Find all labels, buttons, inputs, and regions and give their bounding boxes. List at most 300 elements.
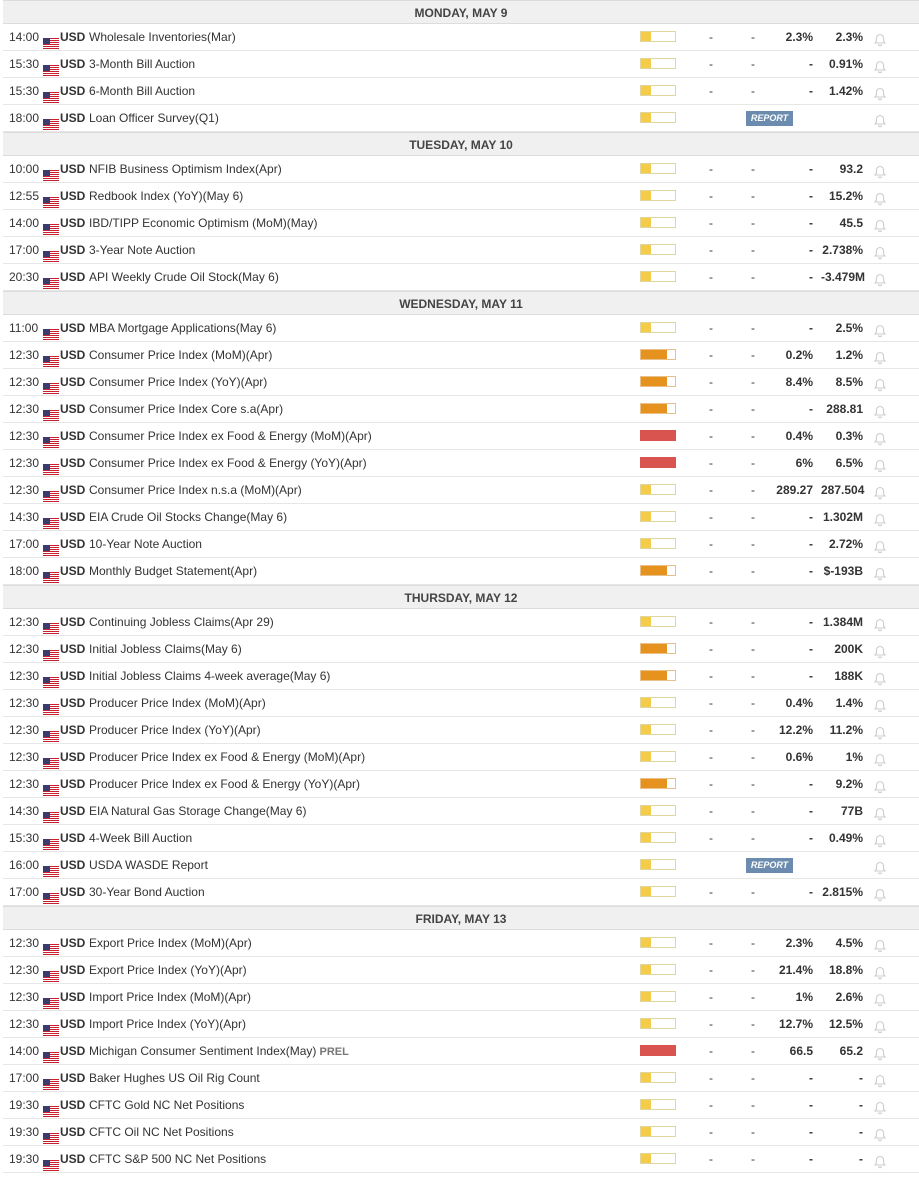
event-time: 19:30 — [9, 1152, 40, 1166]
event-row[interactable] — [3, 531, 919, 558]
forecast-value: - — [709, 537, 713, 551]
previous-value: 12.5% — [828, 1017, 863, 1031]
event-row[interactable] — [3, 609, 919, 636]
previous-value: 9.2% — [835, 777, 863, 791]
event-name[interactable] — [89, 1119, 234, 1145]
day-header: WEDNESDAY, MAY 11 — [3, 291, 919, 315]
event-currency: USD — [60, 696, 86, 710]
us-flag-icon — [43, 938, 59, 949]
event-currency: USD — [60, 777, 86, 791]
period-value: - — [751, 1044, 755, 1058]
event-name[interactable] — [89, 558, 257, 584]
event-row[interactable] — [3, 717, 919, 744]
event-currency: USD — [60, 1098, 86, 1112]
impact-fill — [641, 1154, 651, 1163]
event-row[interactable] — [3, 930, 919, 957]
event-row[interactable] — [3, 369, 919, 396]
event-name[interactable] — [89, 504, 287, 530]
bell-icon[interactable] — [873, 1152, 887, 1166]
previous-value: - — [859, 1071, 863, 1085]
forecast-value: - — [709, 669, 713, 683]
forecast-value: - — [709, 510, 713, 524]
us-flag-icon — [43, 323, 59, 334]
event-name[interactable] — [89, 636, 242, 662]
period-value: - — [751, 57, 755, 71]
event-time: 17:00 — [9, 885, 40, 899]
bell-icon[interactable] — [873, 243, 887, 257]
impact-fill — [641, 644, 667, 653]
forecast-value: - — [709, 189, 713, 203]
forecast-value: - — [709, 777, 713, 791]
event-name[interactable] — [89, 78, 195, 104]
event-time: 12:30 — [9, 990, 40, 1004]
event-row[interactable] — [3, 237, 919, 264]
event-row[interactable] — [3, 1065, 919, 1092]
period-value: - — [751, 885, 755, 899]
event-name[interactable] — [89, 264, 279, 290]
report-button[interactable]: REPORT — [746, 858, 793, 873]
event-name[interactable] — [89, 798, 306, 824]
forecast-value: - — [709, 84, 713, 98]
event-row[interactable] — [3, 663, 919, 690]
bell-icon[interactable] — [873, 1125, 887, 1139]
event-row[interactable] — [3, 183, 919, 210]
us-flag-icon — [43, 833, 59, 844]
event-name[interactable] — [89, 450, 367, 476]
event-row[interactable] — [3, 78, 919, 105]
event-row[interactable] — [3, 51, 919, 78]
impact-fill — [641, 806, 651, 815]
impact-indicator — [640, 163, 676, 174]
event-row[interactable] — [3, 1119, 919, 1146]
previous-value: 4.5% — [835, 936, 863, 950]
event-row[interactable] — [3, 798, 919, 825]
impact-fill — [641, 86, 651, 95]
actual-value: - — [809, 270, 813, 284]
bell-icon[interactable] — [873, 990, 887, 1004]
forecast-value: - — [709, 270, 713, 284]
bell-icon[interactable] — [873, 615, 887, 629]
event-currency: USD — [60, 321, 86, 335]
event-name[interactable] — [89, 156, 282, 182]
event-name-text: Redbook Index (YoY)(May 6) — [89, 189, 244, 203]
actual-value: 66.5 — [789, 1044, 813, 1058]
bell-icon[interactable] — [873, 885, 887, 899]
event-row[interactable] — [3, 1038, 919, 1065]
event-name[interactable] — [89, 1038, 349, 1064]
event-name-text: EIA Crude Oil Stocks Change(May 6) — [89, 510, 288, 524]
us-flag-icon — [43, 566, 59, 577]
bell-icon[interactable] — [873, 162, 887, 176]
bell-icon[interactable] — [873, 750, 887, 764]
bell-icon[interactable] — [873, 696, 887, 710]
forecast-value: - — [709, 1098, 713, 1112]
bell-icon[interactable] — [873, 402, 887, 416]
us-flag-icon — [43, 272, 59, 283]
event-name[interactable] — [89, 690, 266, 716]
previous-value: 1.302M — [822, 510, 863, 524]
impact-indicator — [640, 964, 676, 975]
bell-icon[interactable] — [873, 456, 887, 470]
event-row[interactable] — [3, 210, 919, 237]
previous-value: 188K — [834, 669, 863, 683]
event-currency: USD — [60, 537, 86, 551]
event-name-text: MBA Mortgage Applications(May 6) — [89, 321, 277, 335]
actual-value: 2.3% — [785, 30, 813, 44]
event-name-text: Export Price Index (MoM)(Apr) — [89, 936, 252, 950]
forecast-value: - — [709, 936, 713, 950]
bell-icon[interactable] — [873, 189, 887, 203]
event-name[interactable] — [89, 609, 274, 635]
event-row[interactable] — [3, 105, 919, 132]
event-name[interactable] — [89, 1011, 246, 1037]
impact-fill — [641, 725, 651, 734]
impact-indicator — [640, 1099, 676, 1110]
actual-value: - — [809, 564, 813, 578]
bell-icon[interactable] — [873, 216, 887, 230]
event-time: 19:30 — [9, 1125, 40, 1139]
event-row[interactable] — [3, 156, 919, 183]
bell-icon[interactable] — [873, 963, 887, 977]
impact-fill — [641, 191, 651, 200]
forecast-value: - — [709, 30, 713, 44]
period-value: - — [751, 1017, 755, 1031]
event-name[interactable] — [89, 717, 261, 743]
previous-value: 2.5% — [835, 321, 863, 335]
impact-indicator — [640, 1045, 676, 1056]
event-name-text: Michigan Consumer Sentiment Index(May) — [89, 1044, 317, 1058]
impact-indicator — [640, 805, 676, 816]
event-currency: USD — [60, 270, 86, 284]
event-name[interactable] — [89, 237, 195, 263]
event-name[interactable] — [89, 1065, 260, 1091]
bell-icon[interactable] — [873, 537, 887, 551]
event-name-text: CFTC Gold NC Net Positions — [89, 1098, 245, 1112]
impact-fill — [641, 887, 651, 896]
forecast-value: - — [709, 321, 713, 335]
event-name[interactable] — [89, 423, 372, 449]
event-name[interactable] — [89, 930, 252, 956]
event-name-text: USDA WASDE Report — [89, 858, 208, 872]
previous-value: 1.2% — [835, 348, 863, 362]
event-currency: USD — [60, 1071, 86, 1085]
bell-icon[interactable] — [873, 804, 887, 818]
event-name[interactable] — [89, 477, 302, 503]
impact-fill — [641, 404, 667, 413]
impact-indicator — [640, 190, 676, 201]
actual-value: - — [809, 1071, 813, 1085]
event-name[interactable] — [89, 342, 272, 368]
actual-value: - — [809, 1098, 813, 1112]
us-flag-icon — [43, 887, 59, 898]
actual-value: - — [809, 831, 813, 845]
us-flag-icon — [43, 698, 59, 709]
period-value: - — [751, 348, 755, 362]
period-value: - — [751, 456, 755, 470]
previous-value: $-193B — [823, 564, 863, 578]
period-value: - — [751, 30, 755, 44]
bell-icon[interactable] — [873, 348, 887, 362]
impact-fill — [641, 1127, 651, 1136]
bell-icon[interactable] — [873, 642, 887, 656]
period-value: - — [751, 750, 755, 764]
event-row[interactable] — [3, 744, 919, 771]
bell-icon[interactable] — [873, 321, 887, 335]
bell-icon[interactable] — [873, 858, 887, 872]
event-name[interactable] — [89, 315, 276, 341]
bell-icon[interactable] — [873, 1017, 887, 1031]
event-currency: USD — [60, 936, 86, 950]
event-name-text: Initial Jobless Claims 4-week average(May 6) — [89, 669, 331, 683]
period-value: - — [751, 189, 755, 203]
impact-indicator — [640, 349, 676, 360]
actual-value: 12.2% — [778, 723, 813, 737]
period-value: - — [751, 564, 755, 578]
impact-indicator — [640, 112, 676, 123]
period-value: - — [751, 723, 755, 737]
event-name[interactable] — [89, 531, 202, 557]
impact-fill — [641, 1100, 651, 1109]
event-name[interactable] — [89, 51, 195, 77]
actual-value: - — [809, 321, 813, 335]
us-flag-icon — [43, 779, 59, 790]
impact-fill — [641, 458, 675, 467]
impact-indicator — [640, 322, 676, 333]
forecast-value: - — [709, 990, 713, 1004]
previous-value: - — [859, 1152, 863, 1166]
forecast-value: - — [709, 1044, 713, 1058]
event-time: 17:00 — [9, 243, 40, 257]
event-name-text: Continuing Jobless Claims(Apr 29) — [89, 615, 274, 629]
event-row[interactable] — [3, 477, 919, 504]
event-time: 12:30 — [9, 750, 40, 764]
us-flag-icon — [43, 164, 59, 175]
impact-indicator — [640, 616, 676, 627]
forecast-value: - — [709, 1017, 713, 1031]
us-flag-icon — [43, 485, 59, 496]
event-currency: USD — [60, 963, 86, 977]
event-row[interactable] — [3, 504, 919, 531]
previous-value: 288.81 — [826, 402, 863, 416]
event-row[interactable] — [3, 1011, 919, 1038]
bell-icon[interactable] — [873, 84, 887, 98]
bell-icon[interactable] — [873, 270, 887, 284]
report-button[interactable]: REPORT — [746, 111, 793, 126]
event-row[interactable] — [3, 636, 919, 663]
event-currency: USD — [60, 84, 86, 98]
event-name[interactable] — [89, 852, 208, 878]
event-row[interactable] — [3, 423, 919, 450]
actual-value: - — [809, 57, 813, 71]
bell-icon[interactable] — [873, 111, 887, 125]
event-row[interactable] — [3, 984, 919, 1011]
previous-value: 2.3% — [835, 30, 863, 44]
actual-value: 6% — [795, 456, 813, 470]
actual-value: - — [809, 537, 813, 551]
event-currency: USD — [60, 750, 86, 764]
actual-value: 8.4% — [785, 375, 813, 389]
event-row[interactable] — [3, 879, 919, 906]
event-name[interactable] — [89, 105, 219, 131]
period-value: - — [751, 375, 755, 389]
impact-fill — [641, 512, 651, 521]
period-value: - — [751, 642, 755, 656]
period-value: - — [751, 402, 755, 416]
bell-icon[interactable] — [873, 30, 887, 44]
bell-icon[interactable] — [873, 1044, 887, 1058]
bell-icon[interactable] — [873, 1071, 887, 1085]
forecast-value: - — [709, 963, 713, 977]
previous-value: 200K — [834, 642, 863, 656]
event-row[interactable] — [3, 1092, 919, 1119]
us-flag-icon — [43, 806, 59, 817]
economic-calendar — [3, 0, 919, 1173]
bell-icon[interactable] — [873, 723, 887, 737]
period-value: - — [751, 1098, 755, 1112]
bell-icon[interactable] — [873, 777, 887, 791]
us-flag-icon — [43, 617, 59, 628]
event-row[interactable] — [3, 396, 919, 423]
event-row[interactable] — [3, 852, 919, 879]
event-currency: USD — [60, 804, 86, 818]
event-currency: USD — [60, 723, 86, 737]
period-value: - — [751, 777, 755, 791]
event-row[interactable] — [3, 264, 919, 291]
actual-value: - — [809, 642, 813, 656]
us-flag-icon — [43, 350, 59, 361]
event-name[interactable] — [89, 663, 330, 689]
event-time: 12:30 — [9, 615, 40, 629]
impact-indicator — [640, 886, 676, 897]
event-name[interactable] — [89, 369, 267, 395]
event-name[interactable] — [89, 1146, 266, 1172]
previous-value: 1.42% — [828, 84, 863, 98]
impact-indicator — [640, 1153, 676, 1164]
impact-fill — [641, 323, 651, 332]
event-name[interactable] — [89, 210, 317, 236]
us-flag-icon — [43, 431, 59, 442]
forecast-value: - — [709, 723, 713, 737]
us-flag-icon — [43, 725, 59, 736]
us-flag-icon — [43, 1154, 59, 1165]
event-time: 12:30 — [9, 348, 40, 362]
period-value: - — [751, 615, 755, 629]
impact-indicator — [640, 937, 676, 948]
impact-fill — [641, 431, 675, 440]
actual-value: - — [809, 615, 813, 629]
previous-value: 45.5 — [839, 216, 863, 230]
bell-icon[interactable] — [873, 375, 887, 389]
day-header: TUESDAY, MAY 10 — [3, 132, 919, 156]
event-currency: USD — [60, 642, 86, 656]
event-row[interactable] — [3, 1146, 919, 1173]
actual-value: 0.6% — [785, 750, 813, 764]
bell-icon[interactable] — [873, 510, 887, 524]
us-flag-icon — [43, 458, 59, 469]
event-currency: USD — [60, 1044, 86, 1058]
impact-fill — [641, 377, 667, 386]
previous-value: 18.8% — [828, 963, 863, 977]
previous-value: 65.2 — [839, 1044, 863, 1058]
event-name-text: Producer Price Index ex Food & Energy (YoY)(Apr) — [89, 777, 361, 791]
event-name[interactable] — [89, 825, 192, 851]
actual-value: - — [809, 243, 813, 257]
bell-icon[interactable] — [873, 483, 887, 497]
impact-indicator — [640, 832, 676, 843]
event-currency: USD — [60, 243, 86, 257]
event-name[interactable] — [89, 771, 360, 797]
event-time: 12:30 — [9, 777, 40, 791]
bell-icon[interactable] — [873, 57, 887, 71]
event-name-text: Loan Officer Survey(Q1) — [89, 111, 219, 125]
event-name-text: Producer Price Index (MoM)(Apr) — [89, 696, 266, 710]
event-name[interactable] — [89, 984, 251, 1010]
event-name[interactable] — [89, 744, 365, 770]
event-row[interactable] — [3, 957, 919, 984]
event-row[interactable] — [3, 342, 919, 369]
event-name[interactable] — [89, 24, 236, 50]
us-flag-icon — [43, 752, 59, 763]
impact-indicator — [640, 1072, 676, 1083]
event-row[interactable] — [3, 690, 919, 717]
event-name-text: Initial Jobless Claims(May 6) — [89, 642, 242, 656]
event-name[interactable] — [89, 957, 247, 983]
event-row[interactable] — [3, 771, 919, 798]
period-value: - — [751, 270, 755, 284]
bell-icon[interactable] — [873, 936, 887, 950]
event-row[interactable] — [3, 825, 919, 852]
event-currency: USD — [60, 216, 86, 230]
event-time: 18:00 — [9, 111, 40, 125]
event-currency: USD — [60, 885, 86, 899]
event-name[interactable] — [89, 183, 243, 209]
us-flag-icon — [43, 1019, 59, 1030]
event-name[interactable] — [89, 1092, 244, 1118]
event-name-text: NFIB Business Optimism Index(Apr) — [89, 162, 282, 176]
impact-fill — [641, 59, 651, 68]
previous-value: -3.479M — [821, 270, 866, 284]
event-row[interactable] — [3, 315, 919, 342]
event-row[interactable] — [3, 450, 919, 477]
bell-icon[interactable] — [873, 429, 887, 443]
event-row[interactable] — [3, 24, 919, 51]
us-flag-icon — [43, 539, 59, 550]
us-flag-icon — [43, 1127, 59, 1138]
bell-icon[interactable] — [873, 564, 887, 578]
event-name-text: API Weekly Crude Oil Stock(May 6) — [89, 270, 279, 284]
bell-icon[interactable] — [873, 669, 887, 683]
bell-icon[interactable] — [873, 1098, 887, 1112]
event-name[interactable] — [89, 396, 283, 422]
us-flag-icon — [43, 1046, 59, 1057]
event-name-text: 30-Year Bond Auction — [89, 885, 205, 899]
event-time: 12:30 — [9, 375, 40, 389]
event-row[interactable] — [3, 558, 919, 585]
previous-value: 1.384M — [822, 615, 863, 629]
us-flag-icon — [43, 59, 59, 70]
event-currency: USD — [60, 1152, 86, 1166]
previous-value: 2.72% — [828, 537, 863, 551]
forecast-value: - — [709, 804, 713, 818]
event-currency: USD — [60, 429, 86, 443]
impact-fill — [641, 671, 667, 680]
forecast-value: - — [709, 348, 713, 362]
bell-icon[interactable] — [873, 831, 887, 845]
impact-indicator — [640, 85, 676, 96]
event-name[interactable] — [89, 879, 205, 905]
event-tag: PREL — [316, 1046, 349, 1058]
period-value: - — [751, 510, 755, 524]
